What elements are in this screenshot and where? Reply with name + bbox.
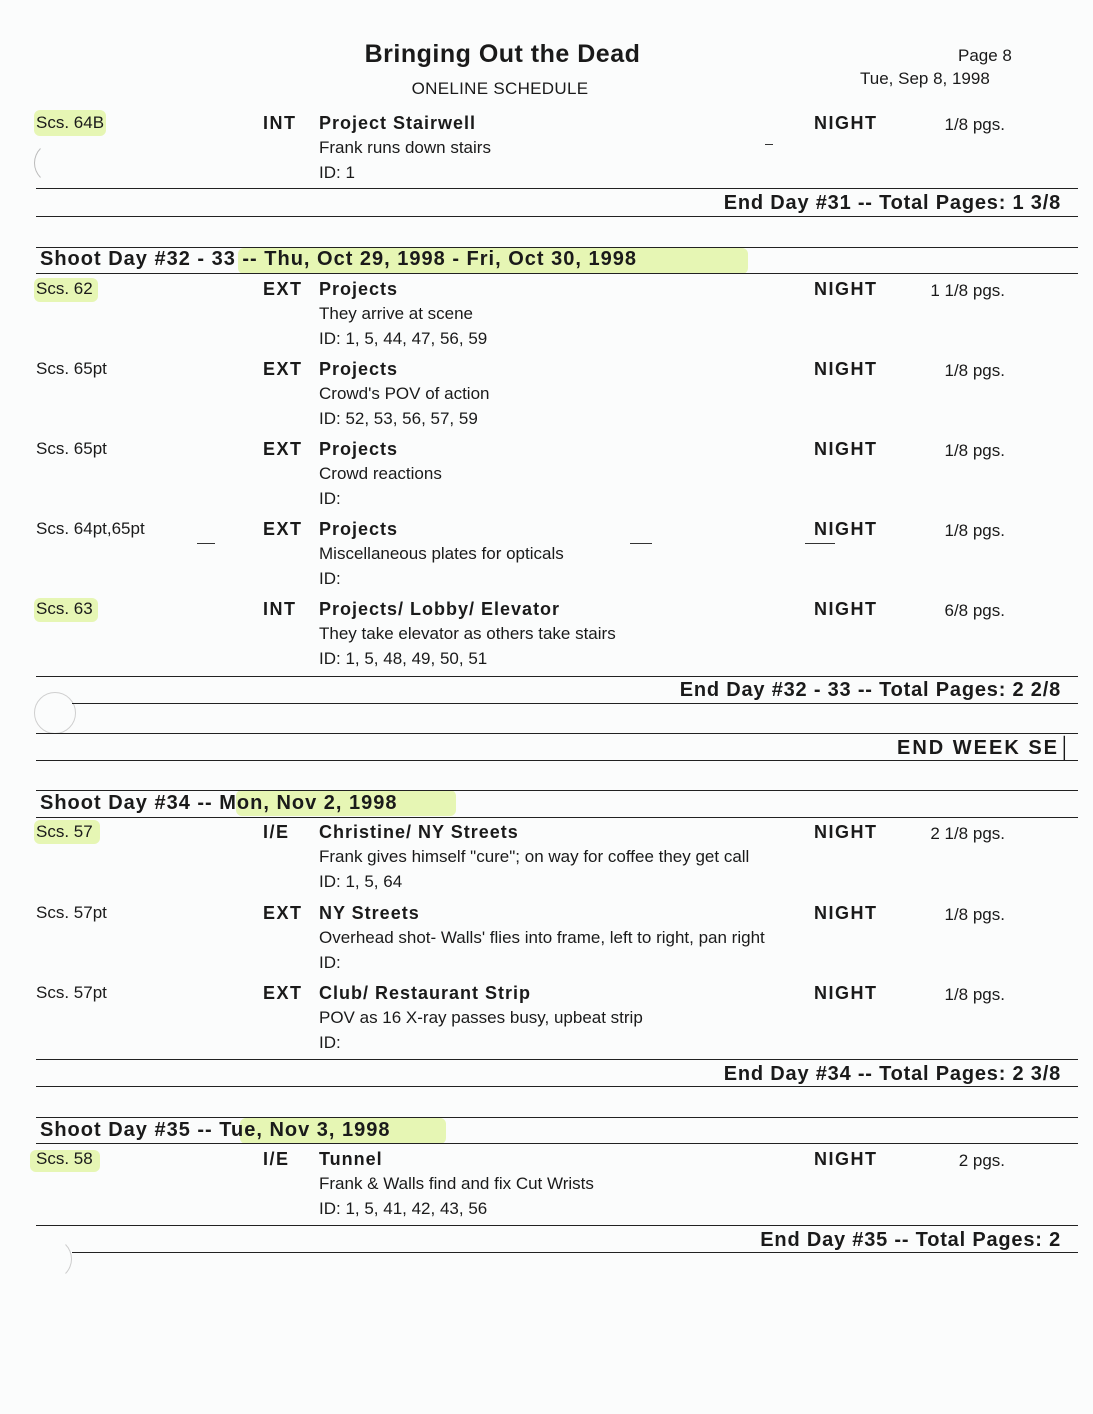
- set-name: Project Stairwell: [319, 113, 477, 133]
- int-ext: INT: [263, 113, 297, 133]
- scene-description: Frank & Walls find and fix Cut Wrists: [319, 1174, 594, 1193]
- scene-number: Scs. 63: [36, 599, 93, 618]
- divider: [36, 216, 1078, 217]
- time-of-day: NIGHT: [814, 822, 878, 842]
- end-day-total: End Day #35 -- Total Pages: 2: [760, 1229, 1061, 1251]
- divider: [36, 273, 1078, 274]
- scene-number: Scs. 57: [36, 822, 93, 841]
- set-name: Projects/ Lobby/ Elevator: [319, 599, 561, 619]
- scene-description: Crowd reactions: [319, 464, 442, 483]
- end-day-total: End Day #31 -- Total Pages: 1 3/8: [723, 192, 1061, 214]
- punch-hole: [34, 142, 76, 184]
- shoot-day-header: Shoot Day #34 -- Mon, Nov 2, 1998: [40, 792, 398, 814]
- divider: [36, 1225, 1078, 1226]
- end-week-label: END WEEK SE│: [897, 737, 1074, 759]
- scene-number: Scs. 57pt: [36, 983, 107, 1002]
- cast-ids: ID: 1, 5, 64: [319, 872, 403, 891]
- time-of-day: NIGHT: [814, 359, 878, 379]
- page-count: 1/8 pgs.: [944, 441, 1005, 460]
- scene-number: Scs. 65pt: [36, 439, 107, 458]
- set-name: Projects: [319, 359, 399, 379]
- divider: [36, 676, 1078, 677]
- divider: [36, 1117, 1078, 1118]
- set-name: Tunnel: [319, 1149, 383, 1169]
- cast-ids: ID:: [319, 1033, 341, 1052]
- cast-ids: ID: 52, 53, 56, 57, 59: [319, 409, 478, 428]
- scene-description: They take elevator as others take stairs: [319, 624, 616, 643]
- set-name: Christine/ NY Streets: [319, 822, 519, 842]
- scene-description: POV as 16 X-ray passes busy, upbeat strip: [319, 1008, 643, 1027]
- page-count: 1/8 pgs.: [944, 361, 1005, 380]
- document-title: Bringing Out the Dead: [364, 40, 641, 68]
- stray-mark: [630, 543, 652, 544]
- shoot-day-header: Shoot Day #35 -- Tue, Nov 3, 1998: [40, 1119, 391, 1141]
- divider: [36, 1143, 1078, 1144]
- divider: [36, 1059, 1078, 1060]
- scene-description: Miscellaneous plates for opticals: [319, 544, 564, 563]
- shoot-day-header: Shoot Day #32 - 33 -- Thu, Oct 29, 1998 - Fri, Oct 30, 1998: [40, 248, 637, 270]
- cast-ids: ID: 1, 5, 41, 42, 43, 56: [319, 1199, 488, 1218]
- page-count: 1 1/8 pgs.: [930, 281, 1005, 300]
- cast-ids: ID:: [319, 953, 341, 972]
- int-ext: EXT: [263, 983, 303, 1003]
- divider: [72, 1252, 1078, 1253]
- punch-hole: [34, 692, 76, 734]
- scene-description: They arrive at scene: [319, 304, 474, 323]
- time-of-day: NIGHT: [814, 599, 878, 619]
- scene-number: Scs. 64B: [36, 113, 105, 132]
- scene-number: Scs. 58: [36, 1149, 93, 1168]
- cast-ids: ID: 1, 5, 48, 49, 50, 51: [319, 649, 488, 668]
- divider: [36, 1086, 1078, 1087]
- scene-number: Scs. 57pt: [36, 903, 107, 922]
- page-count: 1/8 pgs.: [944, 521, 1005, 540]
- divider: [36, 733, 1078, 734]
- set-name: NY Streets: [319, 903, 420, 923]
- divider: [36, 760, 1078, 761]
- page-count: 2 pgs.: [958, 1151, 1005, 1170]
- time-of-day: NIGHT: [814, 113, 878, 133]
- set-name: Club/ Restaurant Strip: [319, 983, 532, 1003]
- divider: [36, 817, 1078, 818]
- document-subtitle: ONELINE SCHEDULE: [411, 79, 589, 98]
- int-ext: I/E: [263, 1149, 290, 1169]
- int-ext: EXT: [263, 279, 303, 299]
- page-count: 1/8 pgs.: [944, 905, 1005, 924]
- set-name: Projects: [319, 279, 399, 299]
- divider: [72, 703, 1078, 704]
- print-date: Tue, Sep 8, 1998: [860, 69, 990, 88]
- int-ext: EXT: [263, 439, 303, 459]
- set-name: Projects: [319, 519, 399, 539]
- scene-number: Scs. 64pt,65pt: [36, 519, 145, 538]
- stray-mark: [805, 543, 835, 544]
- page-number: Page 8: [958, 46, 1012, 65]
- page-count: 2 1/8 pgs.: [930, 824, 1005, 843]
- stray-mark: [197, 543, 215, 544]
- punch-hole: [30, 1238, 72, 1280]
- divider: [36, 790, 1078, 791]
- time-of-day: NIGHT: [814, 439, 878, 459]
- int-ext: I/E: [263, 822, 290, 842]
- time-of-day: NIGHT: [814, 1149, 878, 1169]
- scene-number: Scs. 62: [36, 279, 93, 298]
- stray-mark: [765, 144, 773, 145]
- time-of-day: NIGHT: [814, 519, 878, 539]
- int-ext: EXT: [263, 903, 303, 923]
- end-day-total: End Day #32 - 33 -- Total Pages: 2 2/8: [679, 679, 1061, 701]
- scene-description: Overhead shot- Walls' flies into frame, left to right, pan right: [319, 928, 765, 947]
- time-of-day: NIGHT: [814, 279, 878, 299]
- cast-ids: ID:: [319, 489, 341, 508]
- end-day-total: End Day #34 -- Total Pages: 2 3/8: [723, 1063, 1061, 1085]
- scene-description: Frank gives himself "cure"; on way for coffee they get call: [319, 847, 750, 866]
- set-name: Projects: [319, 439, 399, 459]
- page-count: 1/8 pgs.: [944, 115, 1005, 134]
- int-ext: INT: [263, 599, 297, 619]
- scene-number: Scs. 65pt: [36, 359, 107, 378]
- cast-ids: ID: 1: [319, 163, 355, 182]
- scene-description: Crowd's POV of action: [319, 384, 490, 403]
- int-ext: EXT: [263, 519, 303, 539]
- page-count: 6/8 pgs.: [944, 601, 1005, 620]
- page-count: 1/8 pgs.: [944, 985, 1005, 1004]
- divider: [36, 188, 1078, 189]
- int-ext: EXT: [263, 359, 303, 379]
- cast-ids: ID:: [319, 569, 341, 588]
- time-of-day: NIGHT: [814, 903, 878, 923]
- cast-ids: ID: 1, 5, 44, 47, 56, 59: [319, 329, 488, 348]
- scene-description: Frank runs down stairs: [319, 138, 491, 157]
- time-of-day: NIGHT: [814, 983, 878, 1003]
